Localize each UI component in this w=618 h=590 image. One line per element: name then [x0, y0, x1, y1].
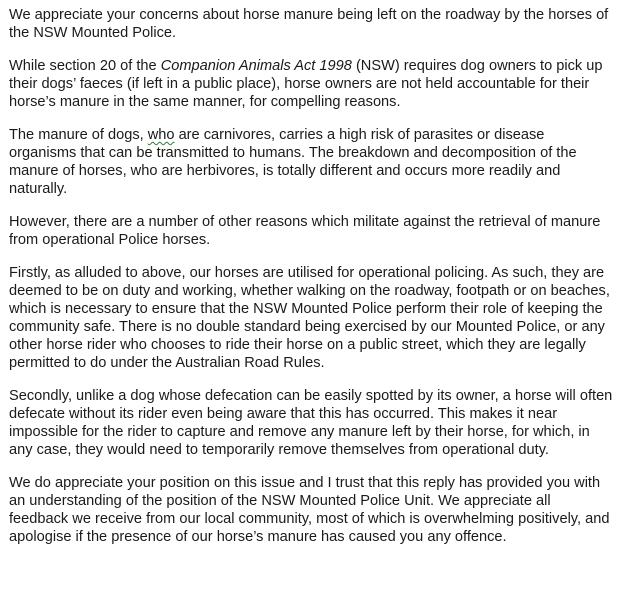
paragraph-secondly: Secondly, unlike a dog whose defecation can be easily spotted by its owner, a horse will often defecate without its rider even being aware that this has occurred. This makes it near impossible for the rider to capture and remove any manure left by their horse, for which, in any case, they would need to temporarily remove themselves from operational duty. [9, 388, 613, 458]
paragraph-other-reasons: However, there are a number of other reasons which militate against the retrieval of manure from operational Police horses. [9, 214, 601, 248]
act-title: Companion Animals Act 1998 [160, 58, 352, 74]
paragraph-legislation-text-start: While section 20 of the [9, 58, 161, 74]
paragraph-closing: We do appreciate your position on this issue and I trust that this reply has provided you with an understanding of the position of the NSW Mounted Police Unit. We appreciate all feedback we receive from our local community, most of which is overwhelming positively, and apologise if the presence of our horse’s manure has caused you any offence. [9, 475, 610, 545]
letter-body [9, 6, 613, 561]
paragraph-comparison-text-end: are carnivores, carries a high risk of parasites or disease organisms that can be transmitted to humans. The breakdown and decomposition of the manure of horses, who are herbivores, is totally different and occurs more readily and naturally. [9, 127, 577, 197]
spellcheck-flagged-word[interactable]: who [147, 127, 175, 143]
paragraph-legislation-text-end: (NSW) requires dog owners to pick up their dogs’ faeces (if left in a public place), horse owners are not held accountable for their horse’s manure in the same manner, for compelling reasons. [9, 58, 603, 110]
paragraph-concerns: We appreciate your concerns about horse manure being left on the roadway by the horses of the NSW Mounted Police. [9, 7, 609, 41]
paragraph-comparison-text-start: The manure of dogs, [9, 127, 148, 143]
paragraph-manure-comparison [9, 126, 613, 198]
paragraph-legislation [9, 57, 613, 111]
paragraph-firstly: Firstly, as alluded to above, our horses are utilised for operational policing. As such, they are deemed to be on duty and working, whether walking on the roadway, footpath or on beaches, which is necessary to ensure that the NSW Mounted Police perform their role of keeping the community safe. There is no double standard being exercised by our Mounted Police, or any other horse rider who chooses to ride their horse on a public street, which they are legally permitted to do under the Australian Road Rules. [9, 265, 610, 371]
